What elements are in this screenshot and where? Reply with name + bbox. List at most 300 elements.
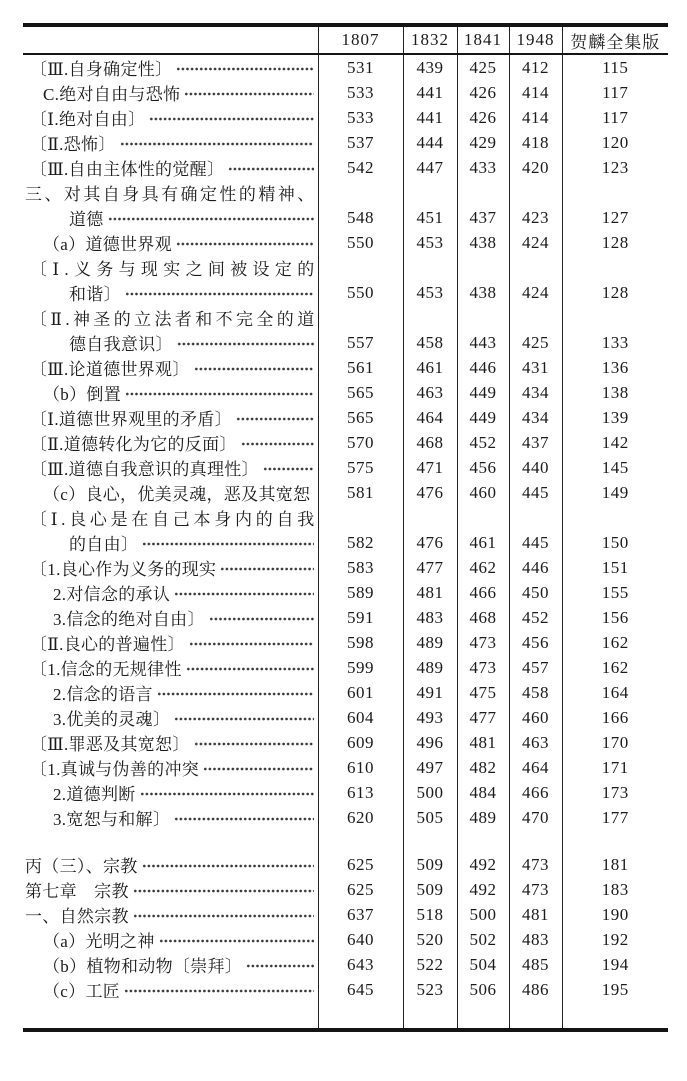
toc-entry-cell	[23, 730, 318, 755]
table-row	[23, 805, 668, 830]
header-edition-1832: 1832	[403, 25, 457, 54]
page-number-cell: 485	[509, 952, 562, 977]
page-number-cell: 117	[562, 80, 668, 105]
page-number-cell: 481	[457, 730, 509, 755]
table-row	[23, 455, 668, 480]
page-number-cell: 476	[403, 530, 457, 555]
page-number-cell: 550	[318, 280, 403, 305]
page-number-cell: 491	[403, 680, 457, 705]
dot-leader	[133, 888, 314, 894]
table-row	[23, 605, 668, 630]
empty-cell	[403, 305, 457, 330]
toc-entry-title: 〔Ⅰ.良心是在自己本身内的自我	[30, 510, 315, 529]
toc-entry-title: 〔Ⅱ.道德转化为它的反面〕	[30, 435, 237, 454]
page-number-cell: 127	[562, 205, 668, 230]
toc-entry	[23, 705, 318, 730]
page-number-cell: 640	[318, 927, 403, 952]
dot-leader	[133, 913, 314, 919]
toc-entry	[23, 755, 318, 780]
page-number-cell: 452	[509, 605, 562, 630]
dot-leader	[157, 691, 314, 697]
page-number-cell: 155	[562, 580, 668, 605]
page-number-cell: 625	[318, 877, 403, 902]
dot-leader	[176, 241, 314, 247]
dot-leader	[142, 863, 314, 869]
dot-leader	[203, 766, 313, 772]
page-number-cell: 575	[318, 455, 403, 480]
page-number-cell: 460	[509, 705, 562, 730]
page-number-cell: 461	[403, 355, 457, 380]
empty-cell	[509, 505, 562, 530]
dot-leader	[125, 391, 314, 397]
table-body	[23, 54, 668, 1030]
dot-leader	[142, 541, 313, 547]
page-number-cell: 120	[562, 130, 668, 155]
page-number-cell: 625	[318, 852, 403, 877]
page-number-cell: 468	[457, 605, 509, 630]
page-number-cell: 477	[403, 555, 457, 580]
page-number-cell: 450	[509, 580, 562, 605]
page-number-cell: 504	[457, 952, 509, 977]
table-row	[23, 180, 668, 205]
toc-entry	[23, 877, 318, 902]
page-number-cell: 464	[403, 405, 457, 430]
dot-leader	[108, 216, 314, 222]
toc-entry-title: 〔Ⅰ.义务与现实之间被设定的	[30, 260, 315, 279]
table-row	[23, 430, 668, 455]
page-number-cell: 620	[318, 805, 403, 830]
dot-leader	[194, 741, 314, 747]
page-number-cell: 497	[403, 755, 457, 780]
page-number-cell: 604	[318, 705, 403, 730]
page-number-cell: 475	[457, 680, 509, 705]
dot-leader	[174, 716, 313, 722]
toc-entry	[23, 902, 318, 927]
page-number-cell: 502	[457, 927, 509, 952]
empty-cell	[23, 830, 318, 852]
page-number-cell: 194	[562, 952, 668, 977]
page-number-cell: 483	[509, 927, 562, 952]
page-number-cell: 142	[562, 430, 668, 455]
page-number-cell: 477	[457, 705, 509, 730]
page-number-cell: 520	[403, 927, 457, 952]
dot-leader	[174, 816, 313, 822]
page-number-cell: 170	[562, 730, 668, 755]
page-number-cell: 133	[562, 330, 668, 355]
page-number-cell: 117	[562, 105, 668, 130]
toc-entry-cell	[23, 755, 318, 780]
table-row	[23, 877, 668, 902]
empty-cell	[457, 1002, 509, 1030]
toc-entry	[23, 255, 318, 280]
toc-entry	[23, 455, 318, 480]
page-number-cell: 424	[509, 230, 562, 255]
page-number-cell: 451	[403, 205, 457, 230]
toc-entry	[23, 355, 318, 380]
page-number-cell: 441	[403, 80, 457, 105]
toc-entry-cell	[23, 180, 318, 205]
table-row	[23, 755, 668, 780]
toc-entry-cell	[23, 705, 318, 730]
page-number-cell: 453	[403, 230, 457, 255]
toc-entry-title: 〔Ⅲ.自身确定性〕	[30, 60, 173, 79]
empty-cell	[562, 180, 668, 205]
page-number-cell: 149	[562, 480, 668, 505]
page-number-cell: 443	[457, 330, 509, 355]
page-number-cell: 609	[318, 730, 403, 755]
page-number-cell: 173	[562, 780, 668, 805]
table-row	[23, 780, 668, 805]
page-number-cell: 533	[318, 105, 403, 130]
page-number-cell: 468	[403, 430, 457, 455]
table-row	[23, 405, 668, 430]
page-number-cell: 476	[403, 480, 457, 505]
toc-entry	[23, 105, 318, 130]
page-number-cell: 418	[509, 130, 562, 155]
empty-cell	[403, 1002, 457, 1030]
page-number-cell: 123	[562, 155, 668, 180]
page-number-cell: 136	[562, 355, 668, 380]
section-gap-row	[23, 830, 668, 852]
toc-entry-title: 〔Ⅲ.道德自我意识的真理性〕	[30, 460, 259, 479]
page-number-cell: 156	[562, 605, 668, 630]
table-row	[23, 355, 668, 380]
dot-leader	[174, 591, 313, 597]
toc-entry-cell	[23, 305, 318, 330]
page-number-cell: 456	[509, 630, 562, 655]
page-number-cell: 464	[509, 755, 562, 780]
toc-entry-cell	[23, 480, 318, 505]
table-row	[23, 852, 668, 877]
table-row	[23, 630, 668, 655]
dot-leader	[120, 141, 314, 147]
empty-cell	[403, 180, 457, 205]
page-number-cell: 444	[403, 130, 457, 155]
toc-entry	[23, 505, 318, 530]
page-number-cell: 441	[403, 105, 457, 130]
empty-cell	[318, 505, 403, 530]
page-number-cell: 473	[457, 630, 509, 655]
toc-entry-title: 第七章 宗教	[25, 882, 129, 901]
toc-entry-cell	[23, 80, 318, 105]
page-number-cell: 481	[403, 580, 457, 605]
table-row	[23, 730, 668, 755]
page-number-cell: 531	[318, 54, 403, 80]
toc-entry	[23, 630, 318, 655]
toc-entry-cell	[23, 680, 318, 705]
page-number-cell: 496	[403, 730, 457, 755]
empty-cell	[562, 505, 668, 530]
empty-cell	[562, 1002, 668, 1030]
toc-entry	[23, 380, 318, 405]
empty-cell	[318, 255, 403, 280]
toc-entry-title: 和谐〕	[69, 285, 121, 304]
table-row	[23, 505, 668, 530]
empty-cell	[318, 1002, 403, 1030]
empty-cell	[509, 1002, 562, 1030]
toc-entry-title: 2.道德判断	[53, 785, 136, 804]
toc-entry	[23, 555, 318, 580]
toc-entry-title: 〔Ⅲ.自由主体性的觉醒〕	[30, 160, 225, 179]
toc-entry	[23, 155, 318, 180]
table-row	[23, 927, 668, 952]
toc-entry-cell	[23, 330, 318, 355]
empty-cell	[509, 830, 562, 852]
toc-entry-cell	[23, 205, 318, 230]
page-number-cell: 542	[318, 155, 403, 180]
page-number-cell: 489	[403, 655, 457, 680]
page-number-cell: 453	[403, 280, 457, 305]
page-number-cell: 610	[318, 755, 403, 780]
table-row	[23, 130, 668, 155]
toc-entry-cell	[23, 505, 318, 530]
dot-leader	[263, 466, 314, 472]
page-number-cell: 473	[509, 877, 562, 902]
empty-cell	[457, 255, 509, 280]
toc-entry-title: （a）道德世界观	[43, 235, 172, 254]
toc-entry-cell	[23, 952, 318, 977]
toc-entry-title: 2.信念的语言	[53, 685, 153, 704]
page-number-cell: 183	[562, 877, 668, 902]
concordance-table	[23, 23, 668, 1032]
page-number-cell: 565	[318, 380, 403, 405]
table-row	[23, 330, 668, 355]
toc-entry-cell	[23, 255, 318, 280]
page-number-cell: 518	[403, 902, 457, 927]
table-row	[23, 305, 668, 330]
toc-entry	[23, 605, 318, 630]
toc-entry-cell	[23, 405, 318, 430]
dot-leader	[236, 416, 314, 422]
page-number-cell: 589	[318, 580, 403, 605]
table-row	[23, 902, 668, 927]
toc-entry-cell	[23, 852, 318, 877]
toc-entry-cell	[23, 805, 318, 830]
toc-entry-title: （b）植物和动物〔崇拜〕	[43, 957, 243, 976]
toc-entry	[23, 305, 318, 330]
page-number-cell: 591	[318, 605, 403, 630]
page-number-cell: 463	[403, 380, 457, 405]
toc-entry-cell	[23, 877, 318, 902]
toc-entry-title: 〔1.良心作为义务的现实	[30, 560, 217, 579]
page-number-cell: 457	[509, 655, 562, 680]
empty-cell	[457, 305, 509, 330]
page-number-cell: 181	[562, 852, 668, 877]
page-number-cell: 128	[562, 280, 668, 305]
page-number-cell: 505	[403, 805, 457, 830]
page-number-cell: 426	[457, 80, 509, 105]
page-number-cell: 438	[457, 280, 509, 305]
toc-entry-cell	[23, 927, 318, 952]
empty-cell	[318, 305, 403, 330]
page-number-cell: 509	[403, 877, 457, 902]
table-row	[23, 230, 668, 255]
toc-entry-title: 〔Ⅱ.恐怖〕	[30, 135, 116, 154]
toc-entry	[23, 180, 318, 205]
toc-entry	[23, 780, 318, 805]
empty-cell	[562, 305, 668, 330]
table-row	[23, 205, 668, 230]
page-number-cell: 500	[457, 902, 509, 927]
page-number-cell: 489	[457, 805, 509, 830]
empty-cell	[509, 180, 562, 205]
page-number-cell: 486	[509, 977, 562, 1002]
page-number-cell: 414	[509, 105, 562, 130]
page-number-cell: 431	[509, 355, 562, 380]
table-row	[23, 977, 668, 1002]
dot-leader	[177, 341, 314, 347]
toc-entry-cell	[23, 430, 318, 455]
toc-entry	[23, 405, 318, 430]
toc-entry	[23, 952, 318, 977]
toc-entry	[23, 927, 318, 952]
page-number-cell: 557	[318, 330, 403, 355]
toc-entry-title: 〔Ⅰ.绝对自由〕	[30, 110, 146, 129]
page-number-cell: 493	[403, 705, 457, 730]
empty-cell	[318, 180, 403, 205]
page-number-cell: 437	[509, 430, 562, 455]
header-edition-1841: 1841	[457, 25, 509, 54]
page-number-cell: 643	[318, 952, 403, 977]
toc-entry-title: （c）工匠	[43, 982, 121, 1001]
table-row	[23, 655, 668, 680]
toc-entry-cell	[23, 280, 318, 305]
page-number-cell: 599	[318, 655, 403, 680]
toc-entry	[23, 655, 318, 680]
table-row	[23, 480, 668, 505]
page-number-cell: 446	[509, 555, 562, 580]
page-number-cell: 581	[318, 480, 403, 505]
toc-entry	[23, 280, 318, 305]
table-bottom-rule	[23, 1002, 668, 1030]
page-number-cell: 506	[457, 977, 509, 1002]
toc-entry-title: 三、对其自身具有确定性的精神、	[25, 185, 315, 204]
page-number-cell: 481	[509, 902, 562, 927]
toc-entry-title: 3.宽恕与和解〕	[53, 810, 171, 829]
page-number-cell: 456	[457, 455, 509, 480]
page-number-cell: 115	[562, 54, 668, 80]
page-number-cell: 447	[403, 155, 457, 180]
toc-entry	[23, 530, 318, 555]
toc-entry-cell	[23, 155, 318, 180]
toc-entry-title: 〔1.真诚与伪善的冲突	[30, 760, 200, 779]
toc-entry-cell	[23, 455, 318, 480]
header-row	[23, 25, 668, 54]
page-number-cell: 509	[403, 852, 457, 877]
page-number-cell: 561	[318, 355, 403, 380]
toc-entry-title: （a）光明之神	[43, 932, 155, 951]
page-number-cell: 489	[403, 630, 457, 655]
page-number-cell: 440	[509, 455, 562, 480]
page-number-cell: 425	[457, 54, 509, 80]
page-number-cell: 458	[509, 680, 562, 705]
dot-leader	[149, 116, 313, 122]
page-number-cell: 171	[562, 755, 668, 780]
toc-entry-cell	[23, 555, 318, 580]
table-row	[23, 580, 668, 605]
page-number-cell: 463	[509, 730, 562, 755]
page-number-cell: 637	[318, 902, 403, 927]
toc-entry-cell	[23, 977, 318, 1002]
toc-entry-title: 3.信念的绝对自由〕	[53, 610, 205, 629]
toc-entry-title: 丙（三）、宗教	[25, 857, 138, 876]
page-number-cell: 426	[457, 105, 509, 130]
toc-entry-title: 道德	[69, 210, 104, 229]
toc-entry	[23, 480, 318, 505]
toc-entry-cell	[23, 605, 318, 630]
page-number-cell: 645	[318, 977, 403, 1002]
page-number-cell: 434	[509, 380, 562, 405]
page-number-cell: 466	[509, 780, 562, 805]
page-number-cell: 192	[562, 927, 668, 952]
page-number-cell: 139	[562, 405, 668, 430]
toc-entry-cell	[23, 130, 318, 155]
dot-leader	[124, 988, 313, 994]
page-number-cell: 412	[509, 54, 562, 80]
page-number-cell: 484	[457, 780, 509, 805]
page-number-cell: 151	[562, 555, 668, 580]
page-number-cell: 537	[318, 130, 403, 155]
toc-entry	[23, 977, 318, 1002]
page-number-cell: 195	[562, 977, 668, 1002]
toc-entry-cell	[23, 630, 318, 655]
page-number-cell: 424	[509, 280, 562, 305]
dot-leader	[241, 441, 314, 447]
dot-leader	[176, 66, 313, 72]
toc-entry-cell	[23, 230, 318, 255]
page-number-cell: 420	[509, 155, 562, 180]
dot-leader	[186, 666, 314, 672]
empty-cell	[403, 830, 457, 852]
page-number-cell: 437	[457, 205, 509, 230]
header-edition-1948: 1948	[509, 25, 562, 54]
table-row	[23, 555, 668, 580]
empty-cell	[509, 255, 562, 280]
page-number-cell: 449	[457, 405, 509, 430]
page-number-cell: 128	[562, 230, 668, 255]
page-number-cell: 458	[403, 330, 457, 355]
table-row	[23, 105, 668, 130]
toc-entry-cell	[23, 655, 318, 680]
page-number-cell: 425	[509, 330, 562, 355]
page-number-cell: 429	[457, 130, 509, 155]
empty-cell	[457, 505, 509, 530]
empty-cell	[318, 830, 403, 852]
toc-entry	[23, 430, 318, 455]
toc-entry-title: 德自我意识〕	[69, 335, 173, 354]
table-row	[23, 54, 668, 80]
table-row	[23, 80, 668, 105]
toc-entry-title: 〔Ⅲ.论道德世界观〕	[30, 360, 190, 379]
page-number-cell: 466	[457, 580, 509, 605]
page-number-cell: 438	[457, 230, 509, 255]
page-number-cell: 423	[509, 205, 562, 230]
page-number-cell: 473	[509, 852, 562, 877]
header-edition-helin: 贺麟全集版	[562, 25, 668, 54]
page-number-cell: 492	[457, 877, 509, 902]
toc-entry-cell	[23, 902, 318, 927]
page-number-cell: 445	[509, 480, 562, 505]
dot-leader	[209, 616, 314, 622]
page-number-cell: 470	[509, 805, 562, 830]
page-number-cell: 446	[457, 355, 509, 380]
toc-entry	[23, 80, 318, 105]
page-number-cell: 439	[403, 54, 457, 80]
page-number-cell: 492	[457, 852, 509, 877]
toc-entry-title: 一、自然宗教	[25, 907, 129, 926]
page-number-cell: 598	[318, 630, 403, 655]
toc-entry-title: 〔Ⅰ.道德世界观里的矛盾〕	[30, 410, 232, 429]
